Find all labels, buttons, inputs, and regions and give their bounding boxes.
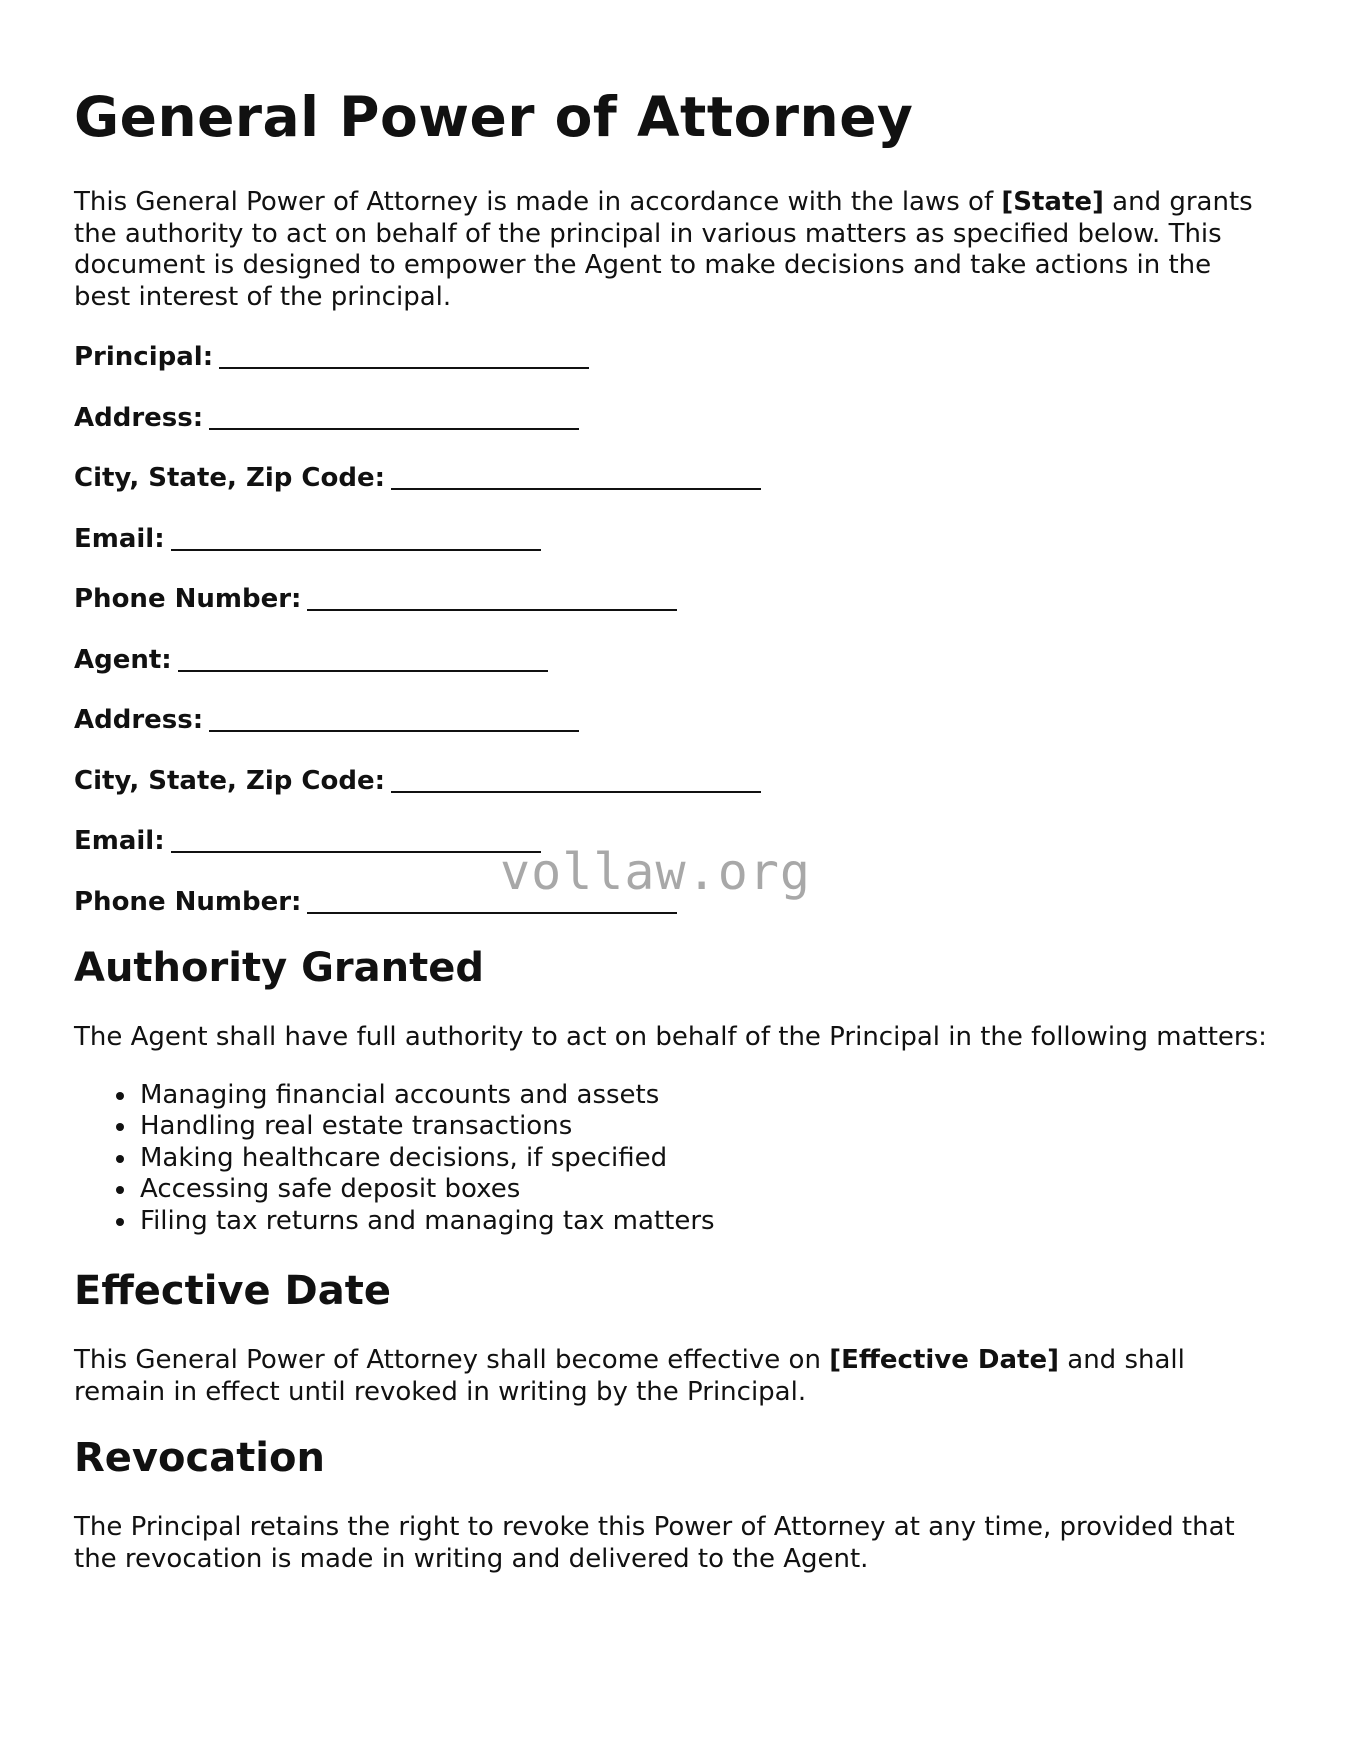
principal-email-field [74,521,1274,555]
document-title: General Power of Attorney [74,85,914,149]
field-label: Phone Number: [74,584,302,615]
list-item: • Handling real estate transactions [138,1111,1274,1143]
revocation-heading: Revocation [74,1435,325,1482]
list-item: • Accessing safe deposit boxes [138,1174,1274,1206]
document-page [74,86,1274,1575]
blank-line [178,646,548,672]
field-label: Address: [74,402,204,433]
field-label: Agent: [74,644,172,675]
principal-phone-field [74,581,1274,615]
authority-list [74,1080,1274,1238]
blank-line [171,827,541,853]
effective-date-placeholder: [Effective Date] [829,1345,1059,1376]
field-label: City, State, Zip Code: [74,765,385,796]
agent-name-field [74,642,1274,676]
blank-line [171,525,541,551]
agent-address-field [74,702,1274,736]
blank-line [307,585,677,611]
blank-line [219,343,589,369]
blank-line [209,706,579,732]
list-item: • Managing financial accounts and assets [138,1080,1274,1112]
intro-paragraph [74,187,1274,313]
state-placeholder: [State] [1001,187,1104,218]
list-item: • Making healthcare decisions, if specified [138,1143,1274,1175]
agent-city-state-zip-field [74,763,1274,797]
field-label: Phone Number: [74,886,302,917]
authority-paragraph: The Agent shall have full authority to act on behalf of the Principal in the following matters: [74,1022,1267,1053]
watermark: vollaw.org [500,843,812,901]
blank-line [209,404,579,430]
list-item: • Filing tax returns and managing tax matters [138,1206,1274,1238]
principal-city-state-zip-field [74,460,1274,494]
principal-fields [74,339,1274,615]
effective-date-heading: Effective Date [74,1268,391,1315]
blank-line [391,464,761,490]
intro-text-start: This General Power of Attorney is made in accordance with the laws of [74,187,1002,218]
field-label: Email: [74,826,165,857]
authority-heading: Authority Granted [74,945,484,992]
field-label: Email: [74,523,165,554]
intro-text-end: and grants the authority to act on behalf of the principal in various matters as specified below. This document is designed to empower the Agent to make decisions and take actions in the best interest of the principal. [74,187,1253,312]
effective-text-start: This General Power of Attorney shall become effective on [74,1345,830,1376]
field-label: Address: [74,705,204,736]
effective-text-end: and shall remain in effect until revoked in writing by the Principal. [74,1345,1185,1407]
principal-address-field [74,400,1274,434]
revocation-paragraph: The Principal retains the right to revoke this Power of Attorney at any time, provided that the revocation is made in writing and delivered to the Agent. [74,1512,1235,1574]
effective-date-paragraph [74,1345,1274,1408]
principal-name-field [74,339,1274,373]
field-label: Principal: [74,342,214,373]
blank-line [391,767,761,793]
field-label: City, State, Zip Code: [74,463,385,494]
